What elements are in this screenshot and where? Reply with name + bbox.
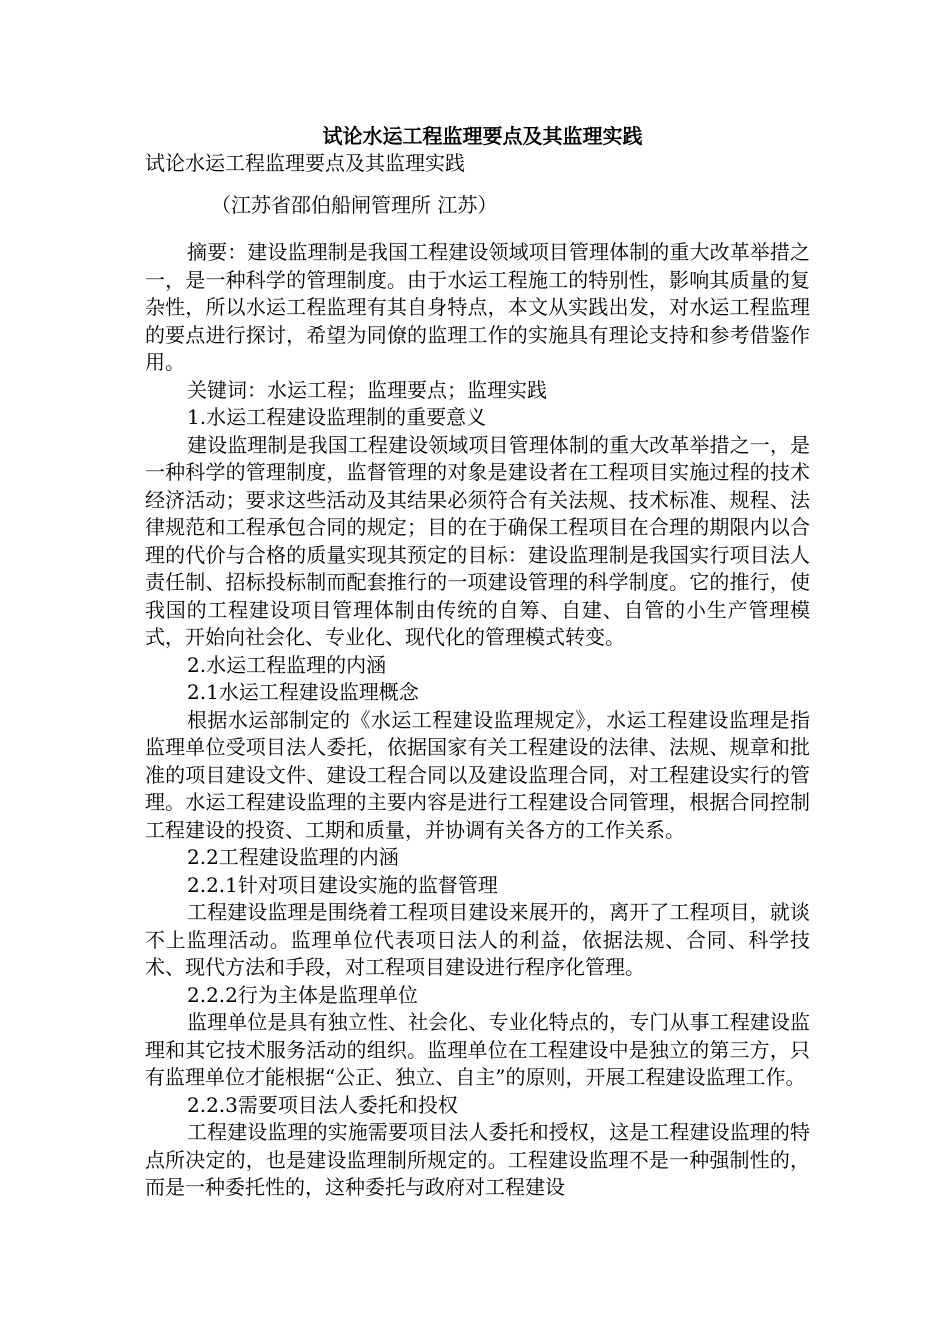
subsection-heading-2-1: 2.1水运工程建设监理概念 <box>187 680 419 704</box>
body-paragraph: 根据水运部制定的《水运工程建设监理规定》，水运工程建设监理是指监理单位受项目法人委托，依据国家有关工程建设的法律、法规、规章和批准的项目建设文件、建设工程合同以及建设监理合同，对工程建设实行的管理。水运工程建设监理的主要内容是进行工程建设合同管理，根据合同控制工程建设的投资、工期和质量，并协调有关各方的工作关系。 <box>145 707 810 842</box>
body-paragraph: 工程建设监理是围绕着工程项目建设来展开的，离开了工程项目，就谈不上监理活动。监理单位代表项日法人的利益，依据法规、合同、科学技术、现代方法和手段，对工程项目建设进行程序化管理。 <box>145 900 810 979</box>
body-paragraph: 监理单位是具有独立性、社会化、专业化特点的，专门从事工程建设监理和其它技术服务活动的组织。监理单位在工程建设中是独立的第三方，只有监理单位才能根据“公正、独立、自主”的原则，开展工程建设监理工作。 <box>145 1010 810 1089</box>
section-heading-2: 2.水运工程监理的内涵 <box>187 652 387 677</box>
author-affiliation: （江苏省邵伯船闸管理所 江苏） <box>211 192 498 217</box>
document-title: 试论水运工程监理要点及其监理实践 <box>322 124 643 148</box>
subsection-heading-2-2-2: 2.2.2行为主体是监理单位 <box>187 982 418 1007</box>
section-heading-1: 1.水运工程建设监理制的重要意义 <box>187 405 487 429</box>
document-body <box>145 122 810 1202</box>
body-paragraph: 工程建设监理的实施需要项目法人委托和授权，这是工程建设监理的特点所决定的，也是建设监理制所规定的。工程建设监理不是一种强制性的，而是一种委托性的，这种委托与政府对工程建设 <box>145 1120 810 1199</box>
subsection-heading-2-2-3: 2.2.3需要项目法人委托和投权 <box>187 1092 458 1117</box>
keywords-line: 关键词：水运工程；监理要点；监理实践 <box>187 377 547 402</box>
body-paragraph: 建设监理制是我国工程建设领域项目管理体制的重大改革举措之一，是一种科学的管理制度，监督管理的对象是建设者在工程项目实施过程的技术经济活动；要求这些活动及其结果必须符合有关法规、技术标准、规程、法律规范和工程承包合同的规定；目的在于确保工程项目在合理的期限内以合理的代价与合格的质量实现其预定的目标：建设监理制是我国实行项目法人责任制、招标投标制而配套推行的一项建设管理的科学制度。它的推行，使我国的工程建设项目管理体制由传统的自筹、自建、自管的小生产管理模式，开始向社会化、专业化、现代化的管理模式转变。 <box>145 432 810 649</box>
abstract-paragraph: 摘要：建设监理制是我国工程建设领域项目管理体制的重大改革举措之一，是一种科学的管理制度。由于水运工程施工的特别性，影响其质量的复杂性，所以水运工程监理有其自身特点，本文从实践出发，对水运工程监理的要点进行探讨，希望为同僚的监理工作的实施具有理论支持和参考借鉴作用。 <box>145 240 810 374</box>
document-subtitle: 试论水运工程监理要点及其监理实践 <box>145 151 465 175</box>
subsection-heading-2-2: 2.2工程建设监理的内涵 <box>187 845 399 869</box>
subsection-heading-2-2-1: 2.2.1针对项目建设实施的监督管理 <box>187 872 498 897</box>
